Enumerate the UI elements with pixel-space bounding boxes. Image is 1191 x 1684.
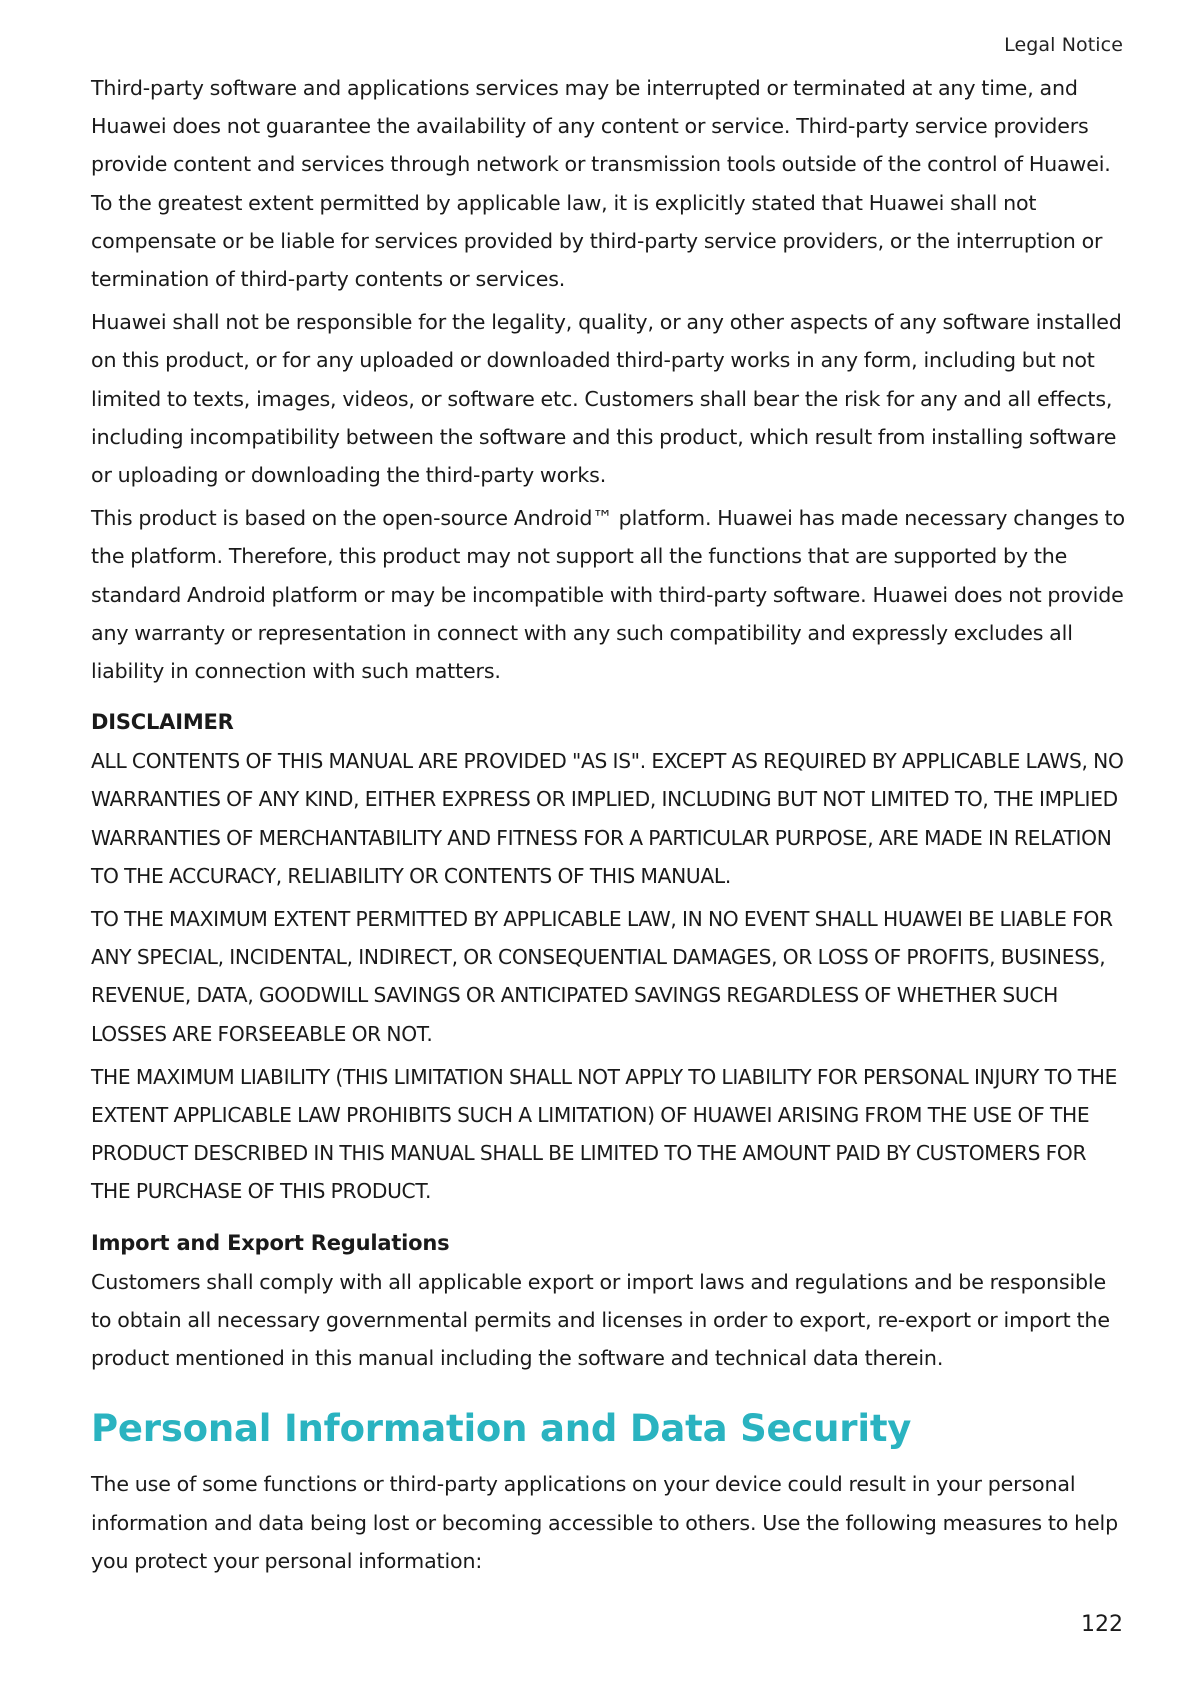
running-header: Legal Notice [1004,34,1123,56]
page-number: 122 [1081,1612,1123,1637]
import-export-paragraph: Customers shall comply with all applicable export or import laws and regulations and be responsible to obtain all necessary governmental permits and licenses in order to export, re-export or import the product mentioned in this manual including the software and technical data therein. [91,1269,1110,1371]
disclaimer-paragraph-liability: THE MAXIMUM LIABILITY (THIS LIMITATION SHALL NOT APPLY TO LIABILITY FOR PERSONAL INJURY TO THE EXTENT APPLICABLE LAW PROHIBITS SUCH A LIMITATION) OF HUAWEI ARISING FROM THE USE OF THE PRODUCT DESCRIBED IN THIS MANUAL SHALL BE LIMITED TO THE AMOUNT PAID BY CUSTOMERS FOR THE PURCHASE OF THIS PRODUCT. [91,1064,1118,1204]
import-export-heading: Import and Export Regulations [91,1230,450,1255]
paragraph-android-platform: This product is based on the open-source Android™ platform. Huawei has made necessary changes to the platform. Therefore, this product may not support all the functions that are supported by the standard Android platform or may be incompatible with third-party software. Huawei does not provide any warranty or representation in connect with any such compatibility and expressly excludes all liability in connection with such matters. [91,506,1125,684]
disclaimer-paragraph-as-is: ALL CONTENTS OF THIS MANUAL ARE PROVIDED "AS IS". EXCEPT AS REQUIRED BY APPLICABLE LAWS, NO WARRANTIES OF ANY KIND, EITHER EXPRESS OR IMPLIED, INCLUDING BUT NOT LIMITED TO, THE IMPLIED WARRANTIES OF MERCHANTABILITY AND FITNESS FOR A PARTICULAR PURPOSE, ARE MADE IN RELATION TO THE ACCURACY, RELIABILITY OR CONTENTS OF THIS MANUAL. [91,749,1124,888]
paragraph-third-party-services: Third-party software and applications services may be interrupted or terminated at any time, and Huawei does not guarantee the availability of any content or service. Third-party service providers provide content and services through network or transmission tools outside of the control of Huawei. To the greatest extent permitted by applicable law, it is explicitly stated that Huawei shall not compensate or be liable for services provided by third-party service providers, or the interruption or termination of third-party contents or services. [91,76,1111,292]
section-title-personal-information: Personal Information and Data Security [91,1407,912,1451]
disclaimer-heading: DISCLAIMER [91,710,234,735]
personal-information-paragraph: The use of some functions or third-party applications on your device could result in your personal information and data being lost or becoming accessible to others. Use the following measures to help you protect your personal information: [91,1472,1119,1573]
paragraph-software-responsibility: Huawei shall not be responsible for the legality, quality, or any other aspects of any software installed on this product, or for any uploaded or downloaded third-party works in any form, including but not limited to texts, images, videos, or software etc. Customers shall bear the risk for any and all effects, including incompatibility between the software and this product, which result from installing software or uploading or downloading the third-party works. [91,310,1122,488]
disclaimer-paragraph-damages: TO THE MAXIMUM EXTENT PERMITTED BY APPLICABLE LAW, IN NO EVENT SHALL HUAWEI BE LIABLE FOR ANY SPECIAL, INCIDENTAL, INDIRECT, OR CONSEQUENTIAL DAMAGES, OR LOSS OF PROFITS, BUSINESS, REVENUE, DATA, GOODWILL SAVINGS OR ANTICIPATED SAVINGS REGARDLESS OF WHETHER SUCH LOSSES ARE FORSEEABLE OR NOT. [91,907,1113,1046]
page-content [91,69,1131,1585]
